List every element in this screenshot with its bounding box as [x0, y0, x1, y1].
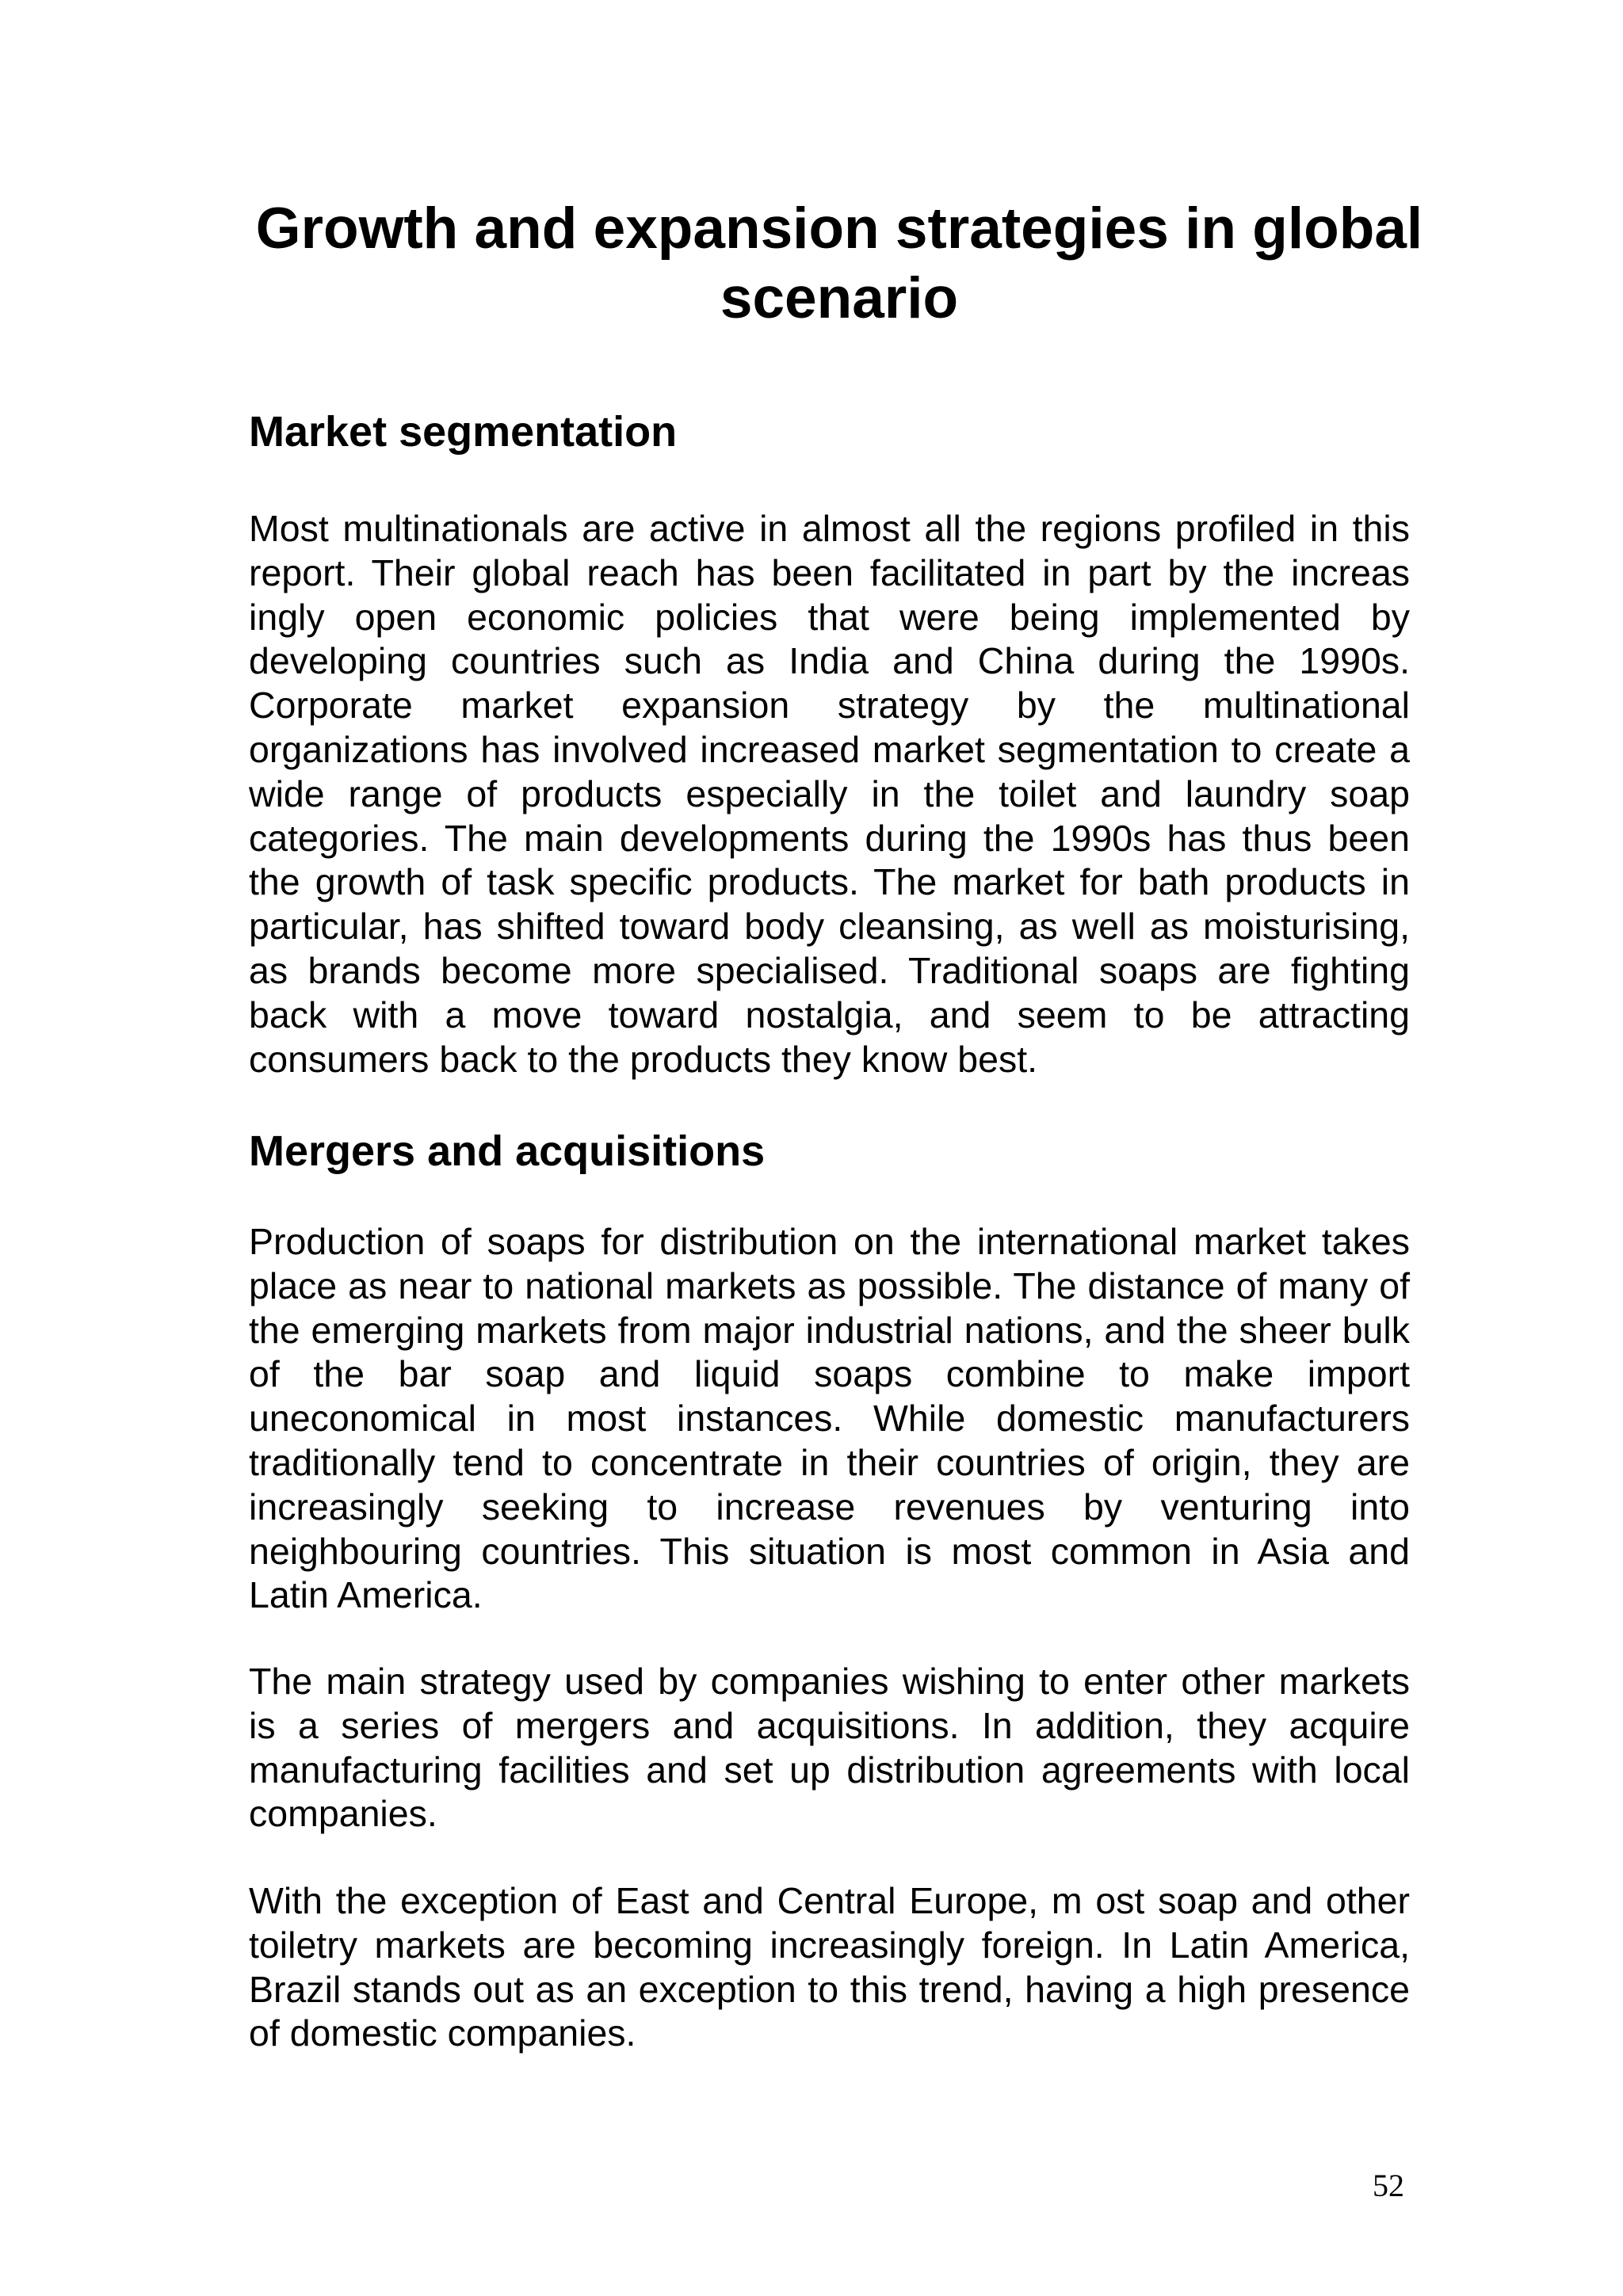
- section-heading-market-segmentation: Market segmentation: [249, 408, 678, 456]
- paragraph-mergers-3: With the exception of East and Central Europe, m ost soap and other toiletry markets are becoming increasingly foreign. In Latin America, Brazil stands out as an exception to this trend, having a high presence of domestic companies.: [249, 1880, 1410, 2054]
- paragraph-market-segmentation: Most multinationals are active in almost all the regions profiled in this report. Their global reach has been facilitated in part by the increas ingly open economic policies that were being implemented by developing countries such as India and China during the 1990s. Corporate market expansion strategy by the multinational organizations has involved increased market segmentation to create a wide range of products especially in the toilet and laundry soap categories. The main developments during the 1990s has thus been the growth of task specific products. The market for bath products in particular, has shifted toward body cleansing, as well as moisturising, as brands become more specialised. Traditional soaps are fighting back with a move toward nostalgia, and seem to be attracting consumers back to the products they know best.: [249, 508, 1410, 1080]
- page-number: 52: [1373, 2168, 1404, 2203]
- page-title: Growth and expansion strategies in global scenario: [255, 196, 1423, 330]
- paragraph-mergers-1: Production of soaps for distribution on the international market takes place as near to national markets as possible. The distance of many of the emerging markets from major industrial nations, and the sheer bulk of the bar soap and liquid soaps combine to make import uneconomical in most instances. While domestic manufacturers traditionally tend to concentrate in their countries of origin, they are increasingly seeking to increase revenues by venturing into neighbouring countries. This situation is most common in Asia and Latin America.: [249, 1221, 1410, 1616]
- section-heading-mergers-acquisitions: Mergers and acquisitions: [249, 1127, 766, 1175]
- paragraph-mergers-2: The main strategy used by companies wishing to enter other markets is a series of mergers and acquisitions. In addition, they acquire manufacturing facilities and set up distribution agreements with local companies.: [249, 1661, 1410, 1835]
